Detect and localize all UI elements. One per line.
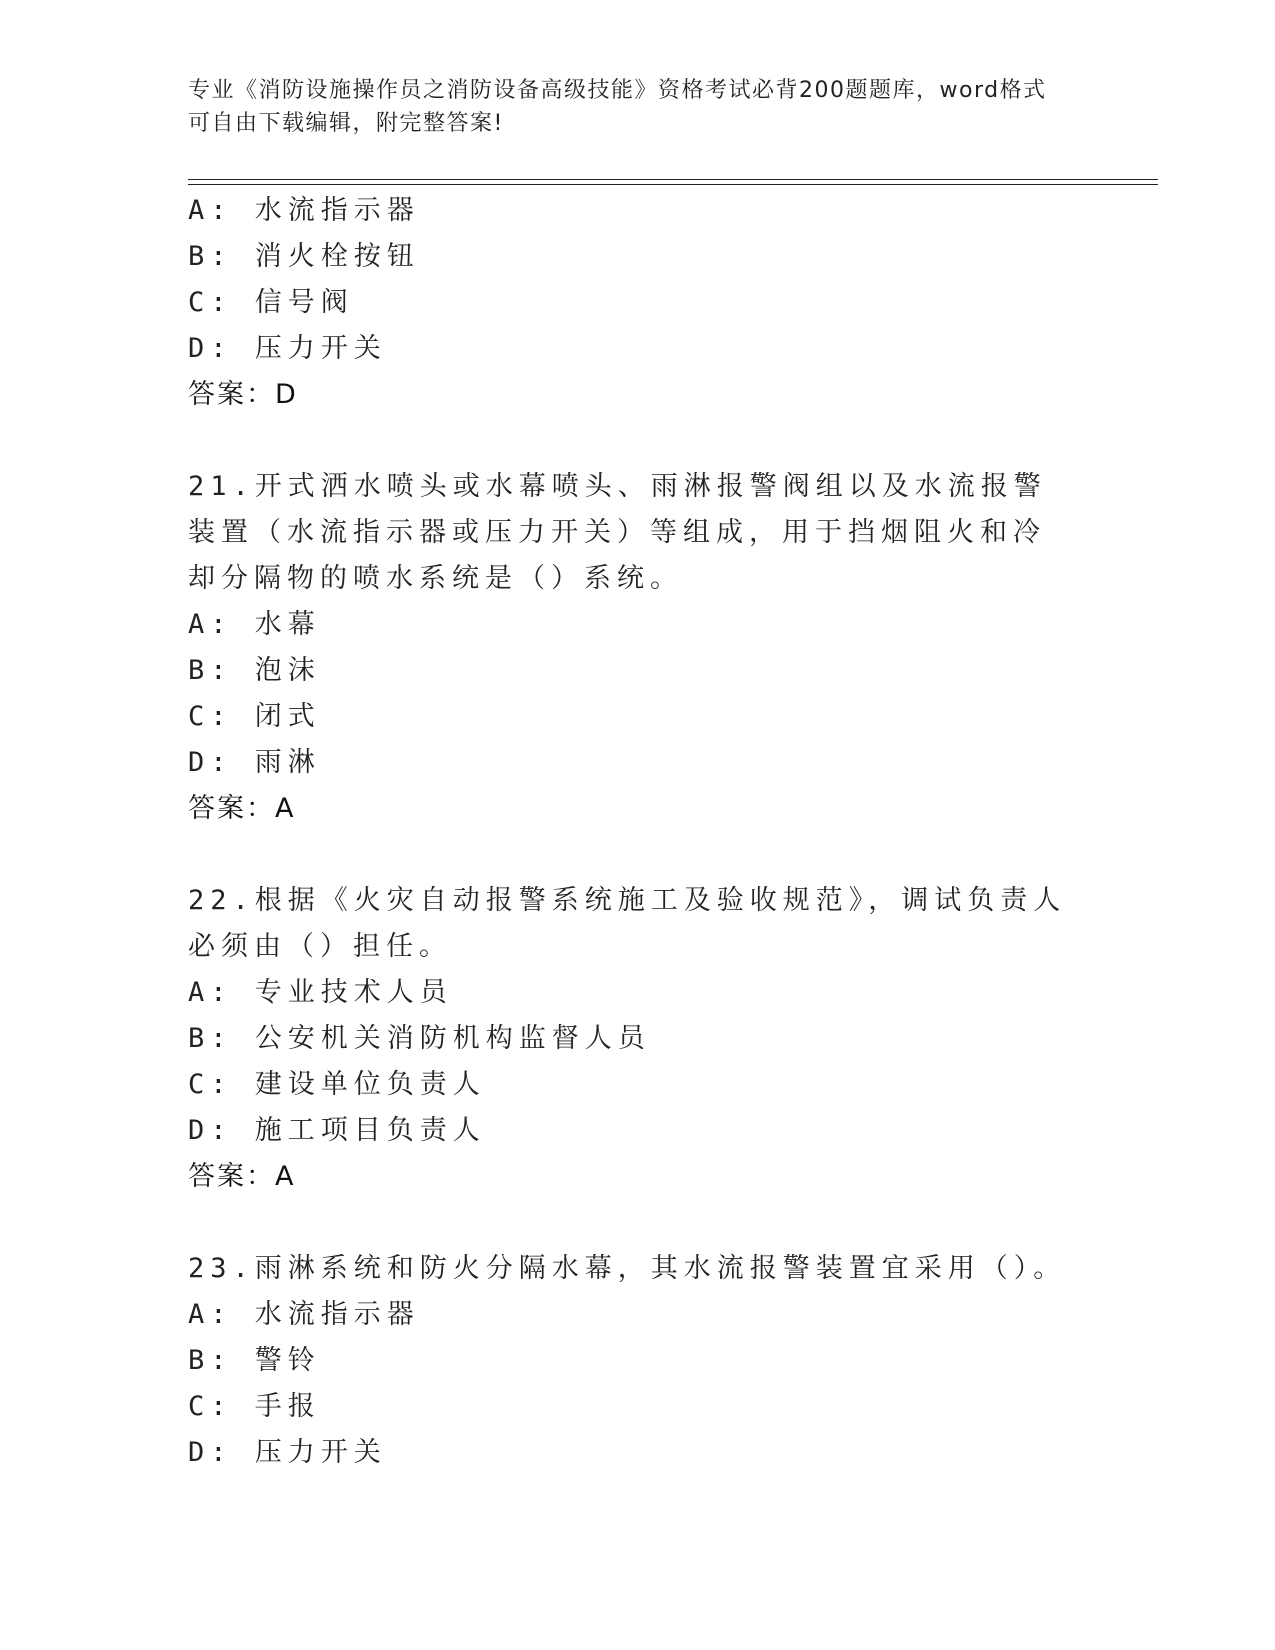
option-b: B: 警铃 [188,1345,321,1376]
question-20-continuation [188,188,1088,418]
option-d: D: 压力开关 [188,333,387,364]
option-d: D: 压力开关 [188,1437,387,1468]
document-header: 专业《消防设施操作员之消防设备高级技能》资格考试必背200题题库，word格式可自由下载编辑，附完整答案! [188,78,1047,136]
option-a: A: 水幕 [188,609,321,640]
option-c: C: 手报 [188,1391,321,1422]
option-c: C: 建设单位负责人 [188,1069,486,1100]
option-d: D: 雨淋 [188,747,321,778]
question-stem: 21.开式洒水喷头或水幕喷头、雨淋报警阀组以及水流报警装置（水流指示器或压力开关）等组成，用于挡烟阻火和冷却分隔物的喷水系统是（）系统。 [188,471,1047,594]
question-spacer [188,832,1088,878]
answer-line: 答案：A [188,1161,296,1192]
question-stem: 23.雨淋系统和防火分隔水幕，其水流报警装置宜采用（）。 [188,1253,1067,1284]
question-23 [188,1246,1088,1476]
option-a: A: 水流指示器 [188,195,420,226]
question-21 [188,464,1088,832]
option-b: B: 消火栓按钮 [188,241,420,272]
header-divider-line-second [188,184,1158,185]
option-d: D: 施工项目负责人 [188,1115,486,1146]
answer-line: 答案：A [188,793,296,824]
question-spacer [188,418,1088,464]
question-spacer [188,1200,1088,1246]
option-c: C: 信号阀 [188,287,354,318]
option-b: B: 泡沫 [188,655,321,686]
question-stem: 22.根据《火灾自动报警系统施工及验收规范》，调试负责人必须由（）担任。 [188,885,1067,962]
header-divider-line [188,179,1158,180]
option-b: B: 公安机关消防机构监督人员 [188,1023,651,1054]
option-a: A: 水流指示器 [188,1299,420,1330]
question-list [188,188,1088,1476]
option-a: A: 专业技术人员 [188,977,453,1008]
option-c: C: 闭式 [188,701,321,732]
answer-line: 答案：D [188,379,298,410]
question-22 [188,878,1088,1200]
